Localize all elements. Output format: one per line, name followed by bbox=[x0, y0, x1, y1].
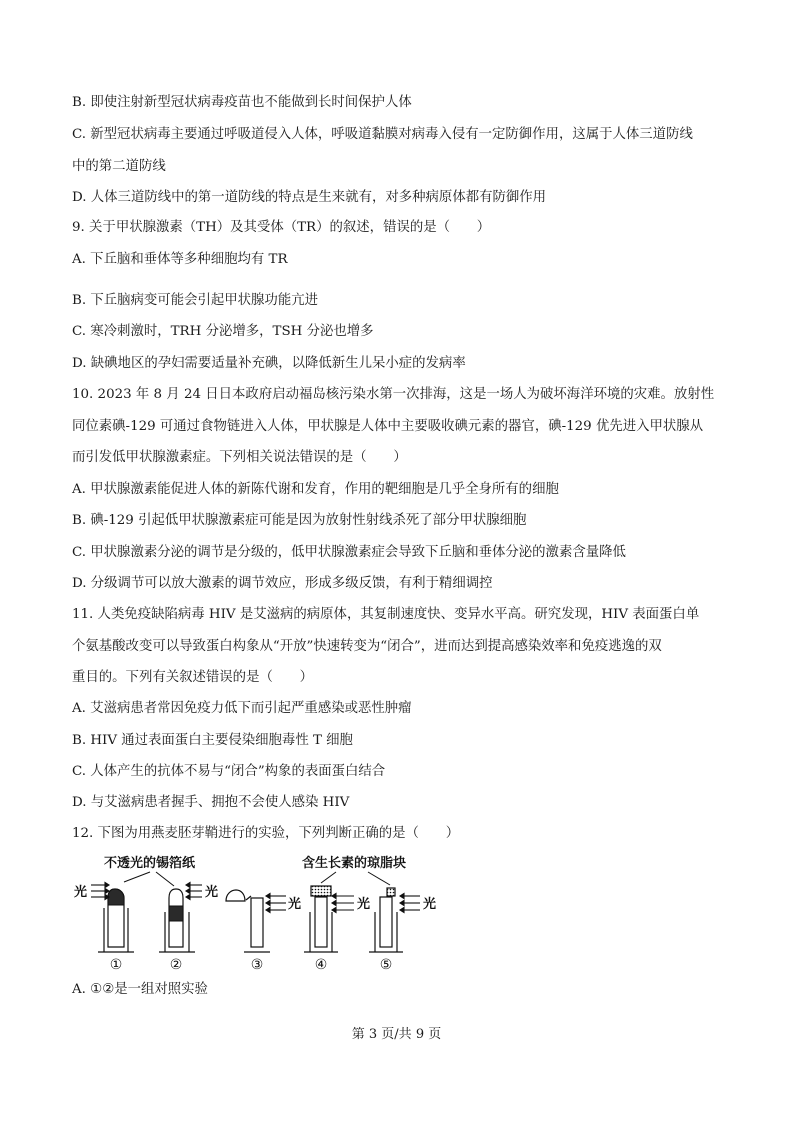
coleoptile-3 bbox=[226, 890, 270, 952]
agar-pointer-2 bbox=[368, 872, 390, 885]
light-label-3: 光 bbox=[288, 897, 302, 912]
q11-stem-line3: 重目的。下列有关叙述错误的是（ ） bbox=[72, 670, 314, 685]
foil-pointer-1 bbox=[124, 872, 150, 882]
q8-option-d: D. 人体三道防线中的第一道防线的特点是生来就有，对多种病原体都有防御作用 bbox=[72, 190, 547, 205]
light-arrows-5 bbox=[400, 894, 420, 913]
q10-option-b: B. 碘-129 引起低甲状腺激素症可能是因为放射性射线杀死了部分甲状腺细胞 bbox=[72, 513, 527, 528]
q11-stem-line2: 个氨基酸改变可以导致蛋白构象从“开放”快速转变为“闭合”，进而达到提高感染效率和免疫逃逸的双 bbox=[72, 639, 662, 654]
q11-stem-line1: 11. 人类免疫缺陷病毒 HIV 是艾滋病的病原体，其复制速度快、变异水平高。研究发现，HIV 表面蛋白单 bbox=[72, 607, 700, 622]
q9-option-b: B. 下丘脑病变可能会引起甲状腺功能亢进 bbox=[72, 293, 318, 308]
q9-option-a: A. 下丘脑和垂体等多种细胞均有 TR bbox=[72, 252, 288, 267]
light-label-1: 光 bbox=[74, 885, 88, 900]
figure-number-5: ⑤ bbox=[379, 957, 393, 972]
light-arrows-2 bbox=[186, 883, 202, 900]
q11-option-a: A. 艾滋病患者常因免疫力低下而引起严重感染或恶性肿瘤 bbox=[72, 701, 412, 716]
light-label-5: 光 bbox=[423, 897, 437, 912]
q11-option-c: C. 人体产生的抗体不易与“闭合”构象的表面蛋白结合 bbox=[72, 764, 386, 779]
coleoptile-experiment-figure bbox=[74, 852, 454, 972]
q8-option-b: B. 即使注射新型冠状病毒疫苗也不能做到长时间保护人体 bbox=[72, 95, 412, 110]
light-label-4: 光 bbox=[357, 897, 371, 912]
q12-option-a: A. ①②是一组对照实验 bbox=[72, 982, 208, 997]
label-opaque-foil: 不透光的锡箔纸 bbox=[104, 856, 196, 871]
light-arrows-3 bbox=[266, 894, 286, 913]
figure-number-1: ① bbox=[109, 957, 123, 972]
q9-stem: 9. 关于甲状腺激素（TH）及其受体（TR）的叙述，错误的是（ ） bbox=[72, 220, 491, 235]
q12-stem: 12. 下图为用燕麦胚芽鞘进行的实验，下列判断正确的是（ ） bbox=[72, 826, 460, 841]
q10-stem-line3: 而引发低甲状腺激素症。下列相关说法错误的是（ ） bbox=[72, 450, 407, 465]
figure-number-4: ④ bbox=[314, 957, 328, 972]
q8-option-c-line2: 中的第二道防线 bbox=[72, 159, 166, 174]
q10-option-a: A. 甲状腺激素能促进人体的新陈代谢和发育，作用的靶细胞是几乎全身所有的细胞 bbox=[72, 482, 559, 497]
foil-cap-1 bbox=[108, 889, 124, 905]
agar-block-5 bbox=[387, 888, 395, 896]
q11-option-d: D. 与艾滋病患者握手、拥抱不会使人感染 HIV bbox=[72, 795, 350, 810]
figure-number-3: ③ bbox=[250, 957, 264, 972]
foil-band-2 bbox=[169, 906, 183, 921]
q8-option-c-line1: C. 新型冠状病毒主要通过呼吸道侵入人体，呼吸道黏膜对病毒入侵有一定防御作用，这属于人体三道防线 bbox=[72, 127, 693, 142]
light-arrows-4 bbox=[332, 894, 354, 913]
light-label-2: 光 bbox=[205, 885, 219, 900]
q9-option-c: C. 寒冷刺激时，TRH 分泌增多，TSH 分泌也增多 bbox=[72, 324, 374, 339]
coleoptile-1 bbox=[98, 889, 134, 952]
foil-pointer-2 bbox=[156, 872, 174, 886]
light-arrows-1 bbox=[91, 883, 109, 900]
figure-number-2: ② bbox=[169, 957, 183, 972]
q10-stem-line2: 同位素碘-129 可通过食物链进入人体，甲状腺是人体中主要吸收碘元素的器官，碘-129 优先进入甲状腺从 bbox=[72, 419, 704, 434]
q10-stem-line1: 10. 2023 年 8 月 24 日日本政府启动福岛核污染水第一次排海，这是一场人为破坏海洋环境的灾难。放射性 bbox=[72, 387, 715, 402]
label-auxin-agar: 含生长素的琼脂块 bbox=[302, 856, 407, 871]
page-footer: 第 3 页/共 9 页 bbox=[351, 1027, 442, 1042]
q11-option-b: B. HIV 通过表面蛋白主要侵染细胞毒性 T 细胞 bbox=[72, 733, 353, 748]
q10-option-d: D. 分级调节可以放大激素的调节效应，形成多级反馈，有利于精细调控 bbox=[72, 576, 493, 591]
cut-tip-3 bbox=[226, 890, 245, 901]
q9-option-d: D. 缺碘地区的孕妇需要适量补充碘，以降低新生儿呆小症的发病率 bbox=[72, 356, 466, 371]
q10-option-c: C. 甲状腺激素分泌的调节是分级的，低甲状腺激素症会导致下丘脑和垂体分泌的激素含量降低 bbox=[72, 545, 626, 560]
agar-pointer-1 bbox=[321, 872, 336, 883]
coleoptile-5 bbox=[369, 888, 403, 952]
agar-block-4 bbox=[311, 886, 331, 896]
